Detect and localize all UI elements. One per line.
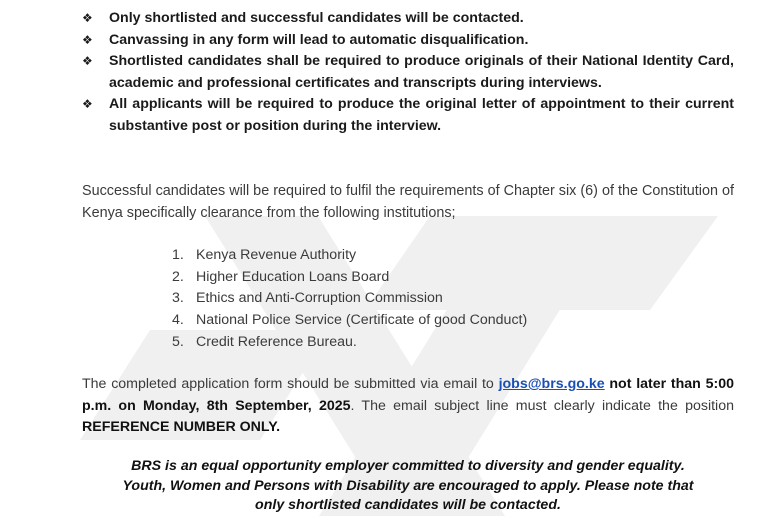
bullet-item: ❖ Canvassing in any form will lead to automatic disqualification. — [82, 30, 734, 52]
bullet-item: ❖ Only shortlisted and successful candidates will be contacted. — [82, 8, 734, 30]
bullet-item: ❖ Shortlisted candidates shall be required to produce originals of their National Identity Card, academic and professional certificates and transcripts during interviews. — [82, 53, 734, 91]
list-item: 1. Kenya Revenue Authority — [172, 247, 357, 263]
list-item: 2. Higher Education Loans Board — [172, 268, 390, 285]
list-item: 4. National Police Service (Certificate of good Conduct) — [172, 312, 528, 329]
bullet-item: ❖ All applicants will be required to produce the original letter of appointment to their current substantive post or position during the interview. — [82, 96, 734, 134]
list-item: 3. Ethics and Anti-Corruption Commission — [172, 290, 443, 307]
submission-paragraph: The completed application form should be submitted via email to jobs@brs.go.ke not later than 5:00 p.m. on Monday, 8th September, 2025. The email subject line must clearly indicate the position REFERENCE NUMBER ONLY. — [82, 376, 734, 435]
diamond-bullet-icon: ❖ — [82, 32, 93, 47]
clearance-institutions-list — [172, 245, 672, 354]
email-link[interactable]: jobs@brs.go.ke — [498, 376, 605, 392]
deadline-text: not later than 5:00 p.m. on Monday, 8th September, 2025 — [82, 376, 734, 414]
diamond-bullet-icon: ❖ — [82, 97, 93, 111]
diamond-bullet-icon: ❖ — [82, 11, 93, 25]
equal-opportunity-statement: BRS is an equal opportunity employer committed to diversity and gender equality. Youth, Women and Persons with Disability are encouraged to apply. Please note that only shortlisted candidates will be contacted. — [122, 458, 694, 513]
chapter-six-paragraph: Successful candidates will be required to fulfil the requirements of Chapter six (6) of the Constitution of Kenya specifically clearance from the following institutions; — [82, 183, 734, 221]
reference-note: REFERENCE NUMBER ONLY. — [82, 419, 281, 435]
diamond-bullet-icon: ❖ — [82, 54, 93, 68]
requirements-bullet-list — [82, 8, 734, 137]
list-item: 5. Credit Reference Bureau. — [172, 333, 357, 350]
